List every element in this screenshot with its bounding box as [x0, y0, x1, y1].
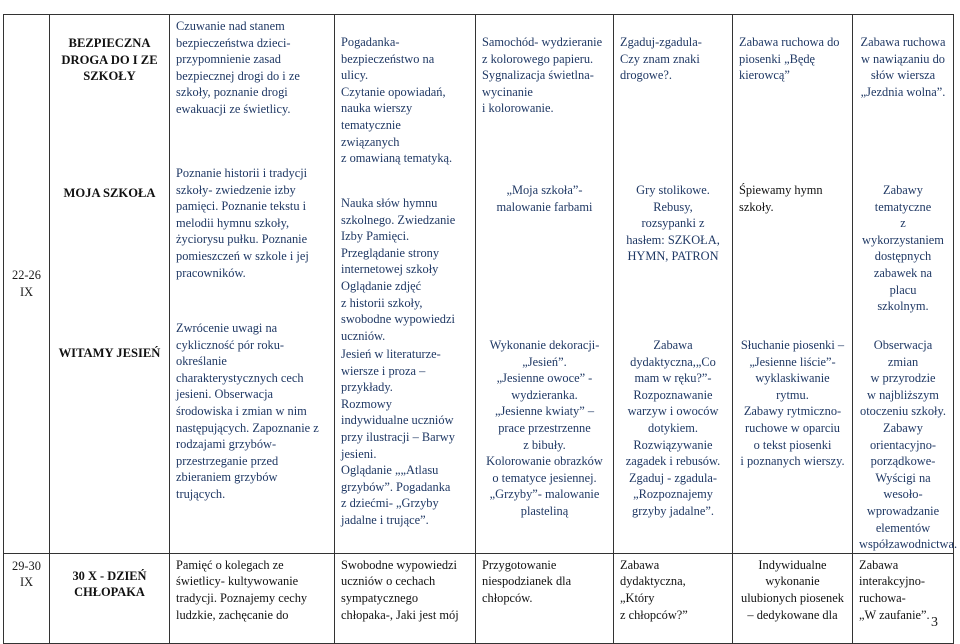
- week-row: [4, 553, 954, 643]
- topic-games: Zabawa dydaktyczna, „Który z chłopców?”: [620, 557, 688, 622]
- music-column: [733, 15, 853, 554]
- topic-games: Zgaduj-zgadula- Czy znam znaki drogowe?.: [620, 35, 702, 83]
- topic-movement: Zabawy tematyczne z wykorzystaniem dostępnych zabawek na placu szkolnym.: [862, 183, 944, 314]
- topic-title: BEZPIECZNA DROGA DO I ZE SZKOŁY: [61, 36, 158, 84]
- topic-column: [50, 15, 170, 554]
- topic-music: Śpiewamy hymn szkoły.: [739, 183, 823, 214]
- page-number: 3: [931, 615, 938, 630]
- topic-talks: Nauka słów hymnu szkolnego. Zwiedzanie Izby Pamięci. Przeglądanie strony internetowej szkoły Oglądanie zdjęć z historii szkoły, swobodne wypowiedzi uczniów.: [341, 196, 456, 343]
- art-column: [476, 15, 614, 554]
- topic-music: Zabawa ruchowa do piosenki „Będę kierowcą”: [739, 35, 840, 83]
- topic-art: Wykonanie dekoracji- „Jesień”. „Jesienne owoce” - wydzieranka. „Jesienne kwiaty” – prace przestrzenne z bibuły. Kolorowanie obrazków o tematyce jesiennej. „Grzyby”- malowanie plasteliną: [486, 338, 603, 518]
- topic-talks: Pogadanka- bezpieczeństwo na ulicy. Czytanie opowiadań, nauka wierszy tematycznie związanych z omawianą tematyką.: [341, 35, 453, 166]
- topic-music: Słuchanie piosenki – „Jesienne liście”- wyklaskiwanie rytmu. Zabawy rytmiczno- ruchowe w oparciu o tekst piosenki i poznanych wierszy.: [740, 338, 845, 469]
- movement-column: [853, 553, 954, 643]
- talks-column: [335, 553, 476, 643]
- topic-talks: Swobodne wypowiedzi uczniów o cechach sympatycznego chłopaka-, Jaki jest mój: [341, 557, 459, 622]
- date-cell: 29-30 IX: [4, 553, 50, 643]
- games-column: [614, 553, 733, 643]
- topic-goals: Zwrócenie uwagi na cykliczność pór roku- określanie charakterystycznych cech jesieni. Obserwacja środowiska i zmian w nim następujących. Zapoznanie z rodzajami grzybów- przestrzeganie przed zbieraniem grzybów trujących.: [176, 321, 319, 501]
- movement-column: [853, 15, 958, 554]
- topic-art: Przygotowanie niespodzianek dla chłopców.: [482, 557, 572, 605]
- music-column: [733, 553, 853, 643]
- topic-goals: Czuwanie nad stanem bezpieczeństwa dzieci- przypomnienie zasad bezpiecznej drogi do i ze szkoły, poznanie drogi ewakuacji ze świetlicy.: [176, 19, 300, 116]
- topic-games: Gry stolikowe. Rebusy, rozsypanki z hasłem: SZKOŁA, HYMN, PATRON: [626, 183, 720, 264]
- art-column: [476, 553, 614, 643]
- games-column: [614, 15, 733, 554]
- goals-column: [170, 15, 335, 554]
- talks-column: [335, 15, 476, 554]
- topic-title: WITAMY JESIEŃ: [58, 346, 161, 360]
- topic-talks: Jesień w literaturze- wiersze i proza – przykłady. Rozmowy indywidualne uczniów przy ilustracji – Barwy jesieni. Oglądanie „„Atlasu grzybów”. Pogadanka z dziećmi- „Grzyby jadalne i trujące”.: [341, 347, 455, 527]
- topic-movement: Zabawa interakcyjno- ruchowa- „W zaufanie”.: [859, 557, 930, 622]
- activity-plan-table: [3, 14, 958, 644]
- topic-movement: Zabawa ruchowa w nawiązaniu do słów wiersza „Jezdnia wolna”.: [860, 35, 946, 99]
- topic-title: 30 X - DZIEŃ CHŁOPAKA: [50, 553, 170, 643]
- topic-movement: Obserwacja zmian w przyrodzie w najbliższym otoczeniu szkoły. Zabawy orientacyjno- porządkowe- Wyścigi na wesoło- wprowadzanie elementów współzawodnictwa.: [859, 338, 958, 552]
- topic-goals: Poznanie historii i tradycji szkoły- zwiedzenie izby pamięci. Poznanie tekstu i melodii hymnu szkoły, życiorysu pułku. Poznanie pomieszczeń w szkole i jej pracowników.: [176, 166, 309, 280]
- topic-goals: Pamięć o kolegach ze świetlicy- kultywowanie tradycji. Poznajemy cechy ludzkie, zachęcanie do: [176, 557, 308, 622]
- topic-title: MOJA SZKOŁA: [63, 186, 156, 200]
- date-cell: 22-26 IX: [4, 15, 50, 554]
- goals-column: [170, 553, 335, 643]
- week-row: [4, 15, 954, 554]
- topic-games: Zabawa dydaktyczna,„Co mam w ręku?”- Rozpoznawanie warzyw i owoców dotykiem. Rozwiązywanie zagadek i rebusów. Zgaduj - zgadula- „Rozpoznajemy grzyby jadalne”.: [625, 338, 721, 518]
- topic-music: Indywidualne wykonanie ulubionych piosenek – dedykowane dla: [741, 557, 844, 622]
- topic-art: Samochód- wydzieranie z kolorowego papieru. Sygnalizacja świetlna- wycinanie i kolorowanie.: [482, 35, 603, 116]
- topic-art: „Moja szkoła”- malowanie farbami: [496, 183, 593, 214]
